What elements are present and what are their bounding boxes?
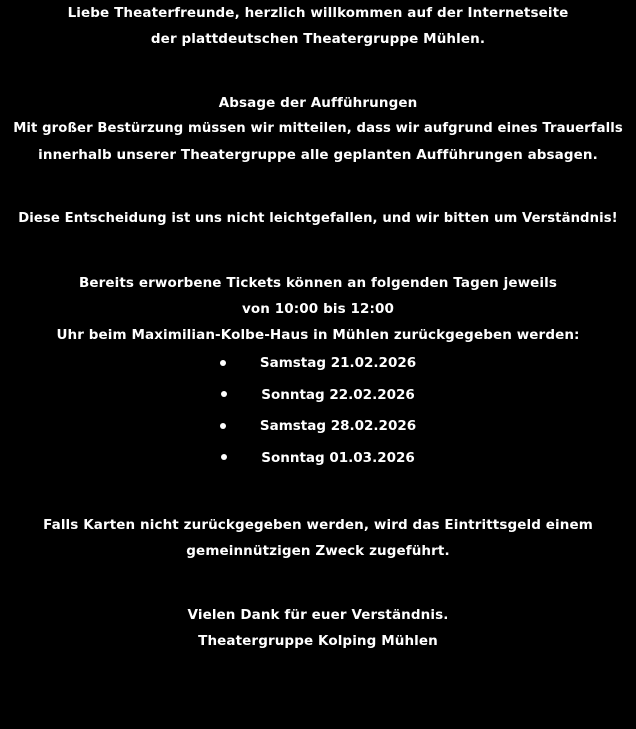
bullet-icon xyxy=(220,360,226,366)
date-label: Sonntag 01.03.2026 xyxy=(261,449,415,466)
date-label: Samstag 28.02.2026 xyxy=(259,418,417,434)
date-label: Samstag 21.02.2026 xyxy=(259,355,417,371)
refund-intro-line-2: von 10:00 bis 12:00 xyxy=(242,301,394,317)
bullet-icon xyxy=(221,454,227,460)
signature-group-name: Theatergruppe Kolping Mühlen xyxy=(198,633,438,649)
body2-line-1: Diese Entscheidung ist uns nicht leichtgefallen, und wir bitten um Verständnis! xyxy=(18,211,618,226)
list-item xyxy=(0,443,636,475)
spacer-before-closing xyxy=(0,590,636,602)
spacer-after-donation xyxy=(0,564,636,590)
donation-note-line-2: gemeinnützigen Zweck zugeführt. xyxy=(186,543,450,559)
closing-thanks: Vielen Dank für euer Verständnis. xyxy=(187,607,449,623)
date-label: Sonntag 22.02.2026 xyxy=(261,386,415,403)
body1-line-2: innerhalb unserer Theatergruppe alle geplanten Aufführungen absagen. xyxy=(38,147,598,163)
bullet-icon xyxy=(220,423,226,429)
announcement-headline: Absage der Aufführungen xyxy=(218,95,418,111)
donation-note-line-1: Falls Karten nicht zurückgegeben werden, wird das Eintrittsgeld einem xyxy=(43,517,593,533)
spacer-after-body2 xyxy=(0,232,636,258)
spacer-before-headline xyxy=(0,78,636,90)
spacer-after-body1 xyxy=(0,168,636,194)
list-item xyxy=(0,380,636,412)
body1-line-1: Mit großer Bestürzung müssen wir mitteilen, dass wir aufgrund eines Trauerfalls xyxy=(13,121,623,136)
return-dates-list xyxy=(0,348,636,474)
list-item xyxy=(0,348,636,380)
greeting-line-1: Liebe Theaterfreunde, herzlich willkommen auf der Internetseite xyxy=(67,5,569,21)
refund-intro-line-3: Uhr beim Maximilian-Kolbe-Haus in Mühlen zurückgegeben werden: xyxy=(56,327,580,343)
spacer-after-greeting xyxy=(0,52,636,78)
greeting-line-2: der plattdeutschen Theatergruppe Mühlen. xyxy=(150,31,486,47)
refund-intro-line-1: Bereits erworbene Tickets können an folgenden Tagen jeweils xyxy=(78,275,558,291)
spacer-before-body2 xyxy=(0,194,636,206)
spacer-after-dates xyxy=(0,474,636,500)
bullet-icon xyxy=(221,391,227,397)
spacer-before-refund xyxy=(0,258,636,270)
spacer-before-donation xyxy=(0,500,636,512)
list-item xyxy=(0,411,636,443)
